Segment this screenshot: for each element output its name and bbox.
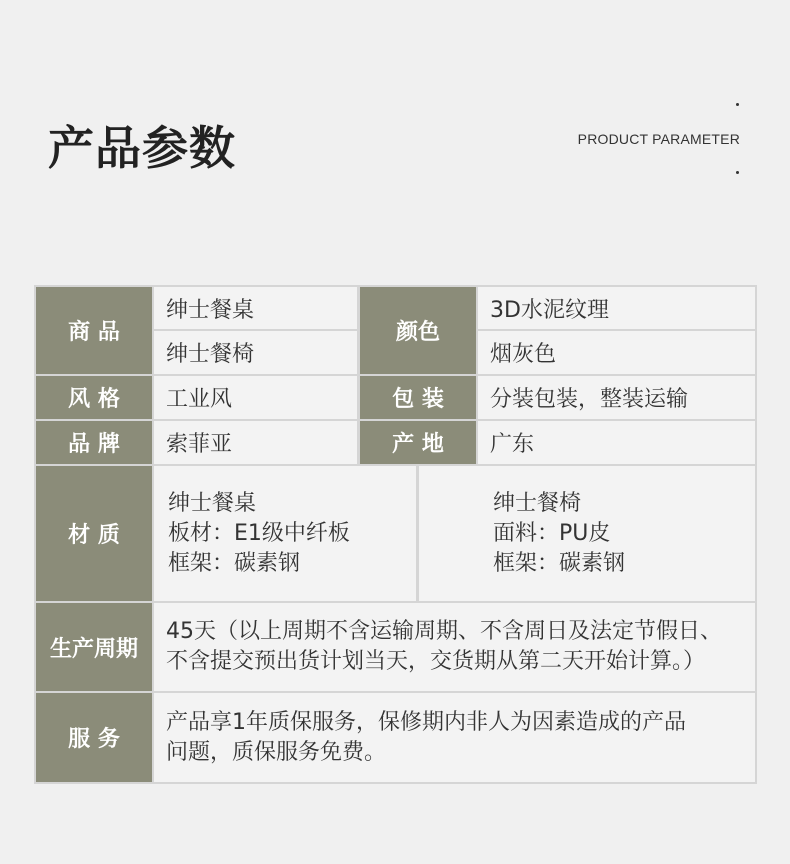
- service-line-1: 产品享1年质保服务，保修期内非人为因素造成的产品: [166, 709, 686, 735]
- page-subtitle: PRODUCT PARAMETER: [577, 131, 740, 147]
- color-value-texture: 3D水泥纹理: [478, 287, 755, 329]
- page-title: 产品参数: [48, 121, 236, 175]
- product-label: 商 品: [36, 287, 152, 374]
- brand-value: 索菲亚: [154, 421, 357, 464]
- material-table-frame: 框架：碳素钢: [168, 550, 301, 576]
- material-chair-name: 绅士餐椅: [493, 490, 582, 516]
- origin-label: 产 地: [360, 421, 476, 464]
- color-value-grey: 烟灰色: [478, 331, 755, 374]
- service-value: [154, 693, 755, 782]
- cycle-value: [154, 603, 755, 691]
- material-table-block: [154, 466, 416, 601]
- material-table-name: 绅士餐桌: [168, 490, 257, 516]
- cycle-label: 生产周期: [36, 603, 152, 691]
- service-label: 服 务: [36, 693, 152, 782]
- parameter-table: [34, 285, 757, 784]
- cycle-line-1: 45天（以上周期不含运输周期、不含周日及法定节假日、: [166, 619, 722, 644]
- package-value: 分装包装，整装运输: [478, 376, 755, 419]
- service-line-2: 问题，质保服务免费。: [166, 739, 387, 765]
- material-chair-block: [419, 466, 755, 601]
- material-chair-frame: 框架：碳素钢: [493, 550, 626, 576]
- decor-dot-top: [736, 103, 739, 106]
- style-label: 风 格: [36, 376, 152, 419]
- style-value: 工业风: [154, 376, 357, 419]
- material-table-board: 板材：E1级中纤板: [168, 520, 350, 546]
- origin-value: 广东: [478, 421, 755, 464]
- package-label: 包 装: [360, 376, 476, 419]
- decor-dot-bottom: [736, 171, 739, 174]
- product-value-chair: 绅士餐椅: [154, 331, 357, 374]
- material-chair-fabric: 面料：PU皮: [493, 520, 611, 546]
- material-label: 材 质: [36, 466, 152, 601]
- cycle-line-2: 不含提交预出货计划当天，交货期从第二天开始计算。）: [166, 649, 706, 674]
- color-label: 颜色: [360, 287, 476, 374]
- brand-label: 品 牌: [36, 421, 152, 464]
- product-value-table: 绅士餐桌: [154, 287, 357, 329]
